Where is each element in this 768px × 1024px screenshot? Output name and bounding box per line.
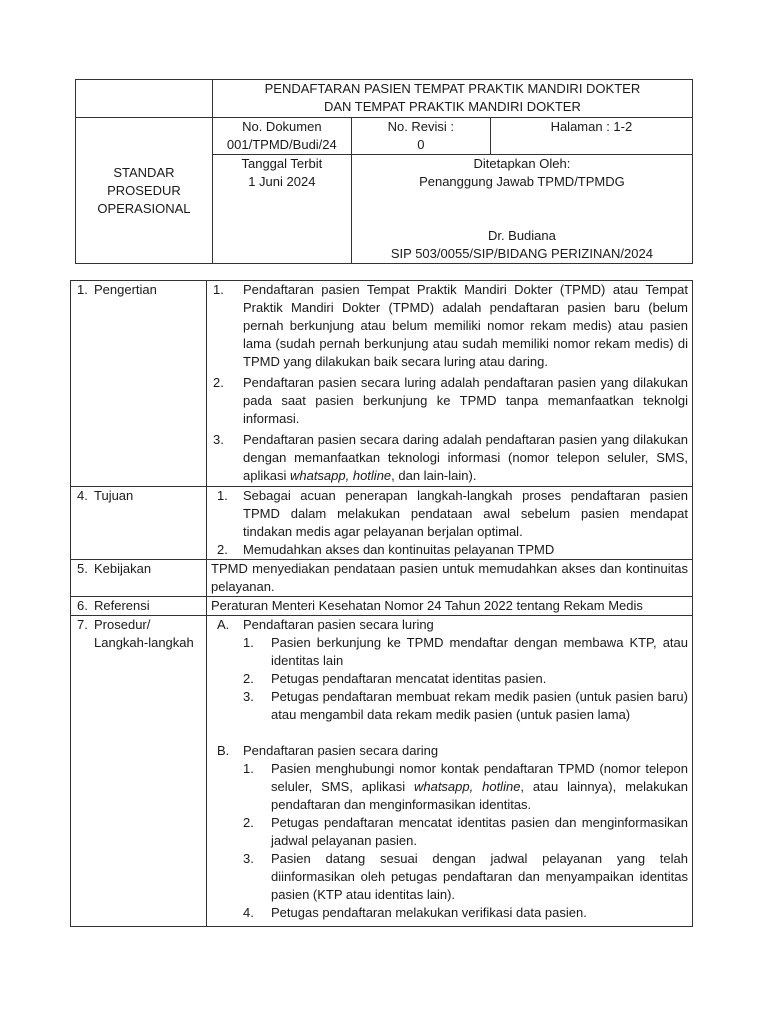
group-heading (211, 616, 688, 634)
item-number: 2. (243, 815, 254, 830)
item-text: Pendaftaran pasien secara luring adalah pendaftaran pasien yang dilakukan pada saat pasien berkunjung ke TPMD tanpa memanfaatkan teknolgi informasi. (243, 375, 688, 426)
list-item (211, 487, 688, 541)
document-title: PENDAFTARAN PASIEN TEMPAT PRAKTIK MANDIRI DOKTER DAN TEMPAT PRAKTIK MANDIRI DOKTER (212, 80, 692, 118)
item-number: 3. (243, 851, 254, 866)
list-item (211, 374, 688, 428)
section-number: 7. (77, 617, 88, 632)
issue-date-label: Tanggal Terbit (241, 156, 323, 171)
sop-line-2: PROSEDUR (107, 182, 181, 198)
list-item (211, 670, 688, 688)
item-text (271, 760, 688, 814)
item-number: 3. (243, 689, 254, 704)
list-item (211, 541, 688, 559)
group-title: Pendaftaran pasien secara daring (243, 743, 439, 758)
doc-number-cell (212, 118, 351, 155)
revision-value: 0 (417, 137, 425, 152)
issue-date-value: 1 Juni 2024 (248, 174, 316, 189)
list-item (211, 814, 688, 850)
list-item (211, 850, 688, 904)
section-kebijakan (71, 560, 693, 597)
item-number: 1. (243, 635, 254, 650)
section-number: 6. (77, 598, 88, 613)
list-item (211, 281, 688, 371)
revision-cell (351, 118, 490, 155)
sop-line-1: STANDAR (113, 164, 175, 180)
item-text: Pasien berkunjung ke TPMD mendaftar dengan membawa KTP, atau identitas lain (271, 635, 688, 668)
header-table (75, 79, 693, 264)
list-item (211, 688, 688, 724)
section-title: Prosedur/ (94, 617, 151, 632)
list-item (211, 760, 688, 814)
group-letter: B. (217, 743, 230, 758)
revision-label: No. Revisi : (387, 119, 455, 134)
item-text: Petugas pendaftaran membuat rekam medik pasien (untuk pasien baru) atau mengambil data rekam medik pasien (untuk pasien lama) (271, 689, 688, 722)
item-text: Petugas pendaftaran melakukan verifikasi data pasien. (271, 905, 587, 920)
issue-date-cell (212, 155, 351, 264)
section-title: Pengertian (94, 282, 157, 297)
doc-number-value: 001/TPMD/Budi/24 (226, 137, 337, 152)
list-item (211, 634, 688, 670)
set-by-value: Penanggung Jawab TPMD/TPMDG (419, 174, 625, 189)
section-tujuan (71, 487, 693, 560)
item-number: 3. (213, 432, 224, 447)
section-title: Kebijakan (94, 561, 152, 576)
section-content: TPMD menyediakan pendataan pasien untuk memudahkan akses dan kontinuitas pelayanan. (207, 560, 693, 597)
item-text: Pasien datang sesuai dengan jadwal pelayanan yang telah diinformasikan oleh petugas pendaftaran dan menyampaikan identitas pasien (KTP atau identitas lain). (271, 851, 688, 902)
signer-sip: SIP 503/0055/SIP/BIDANG PERIZINAN/2024 (390, 246, 653, 261)
item-number: 1. (243, 761, 254, 776)
content-table (70, 280, 693, 927)
doc-number-label: No. Dokumen (242, 119, 322, 134)
item-text: Petugas pendaftaran mencatat identitas pasien dan menginformasikan jadwal pelayanan pasien. (271, 815, 688, 848)
item-text: Memudahkan akses dan kontinuitas pelayanan TPMD (243, 542, 555, 557)
page-label: Halaman : 1-2 (550, 119, 633, 134)
set-by-cell (351, 155, 692, 264)
section-number: 4. (77, 488, 88, 503)
item-text-part: , dan lain-lain). (391, 468, 477, 483)
item-text: Pendaftaran pasien Tempat Praktik Mandiri Dokter (TPMD) atau Tempat Praktik Mandiri Dokter (TPMD) adalah pendaftaran pasien baru (belum pernah berkunjung atau belum memiliki nomor rekam medis) atau pasien lama (sudah pernah berkunjung atau sudah memiliki nomor rekam medis) di TPMD yang dilakukan baik secara luring atau daring. (243, 282, 688, 369)
section-title: Tujuan (94, 488, 134, 503)
item-text-italic: whatsapp, hotline (289, 468, 392, 483)
signer-name: Dr. Budiana (487, 228, 556, 243)
section-content (207, 281, 693, 487)
section-prosedur (71, 616, 693, 927)
page-cell (490, 118, 692, 155)
item-text-italic: whatsapp, hotline (413, 779, 521, 794)
section-label (71, 560, 207, 597)
section-number: 5. (77, 561, 88, 576)
logo-cell (76, 80, 213, 118)
section-pengertian (71, 281, 693, 487)
section-label (71, 281, 207, 487)
section-number: 1. (77, 282, 88, 297)
item-text (243, 431, 688, 485)
item-number: 2. (213, 375, 224, 390)
section-content: Peraturan Menteri Kesehatan Nomor 24 Tahun 2022 tentang Rekam Medis (207, 597, 693, 616)
item-text: Petugas pendaftaran mencatat identitas pasien. (271, 671, 547, 686)
group-heading (211, 742, 688, 760)
item-number: 2. (243, 671, 254, 686)
item-number: 4. (243, 905, 254, 920)
section-label (71, 487, 207, 560)
section-referensi (71, 597, 693, 616)
item-text-part: Pasien menghubungi nomor kontak pendaftaran TPMD (nomor telepon seluler, SMS, aplikasi (271, 761, 688, 794)
section-title-line-2: Langkah-langkah (94, 635, 194, 650)
section-title: Referensi (94, 598, 150, 613)
item-number: 2. (217, 542, 228, 557)
item-number: 1. (217, 488, 228, 503)
item-text-part: , atau lainnya), melakukan pendaftaran dan menginformasikan identitas. (271, 779, 688, 812)
group-title: Pendaftaran pasien secara luring (243, 617, 434, 632)
section-content (207, 616, 693, 927)
item-text-part: Pendaftaran pasien secara daring adalah pendaftaran pasien yang dilakukan dengan memanfaatkan teknologi informasi (nomor telepon seluler, SMS, aplikasi (243, 432, 688, 483)
list-item (211, 904, 688, 922)
section-label (71, 616, 207, 927)
item-number: 1. (213, 282, 224, 297)
group-letter: A. (217, 617, 230, 632)
section-label (71, 597, 207, 616)
set-by-label: Ditetapkan Oleh: (473, 156, 571, 171)
sop-label-cell (76, 118, 213, 264)
section-content (207, 487, 693, 560)
sop-line-3: OPERASIONAL (97, 200, 191, 216)
list-item (211, 431, 688, 485)
item-text: Sebagai acuan penerapan langkah-langkah proses pendaftaran pasien TPMD dalam melakukan pendataan awal sebelum pasien mendapat tindakan medis agar pelayanan berjalan optimal. (243, 488, 688, 539)
